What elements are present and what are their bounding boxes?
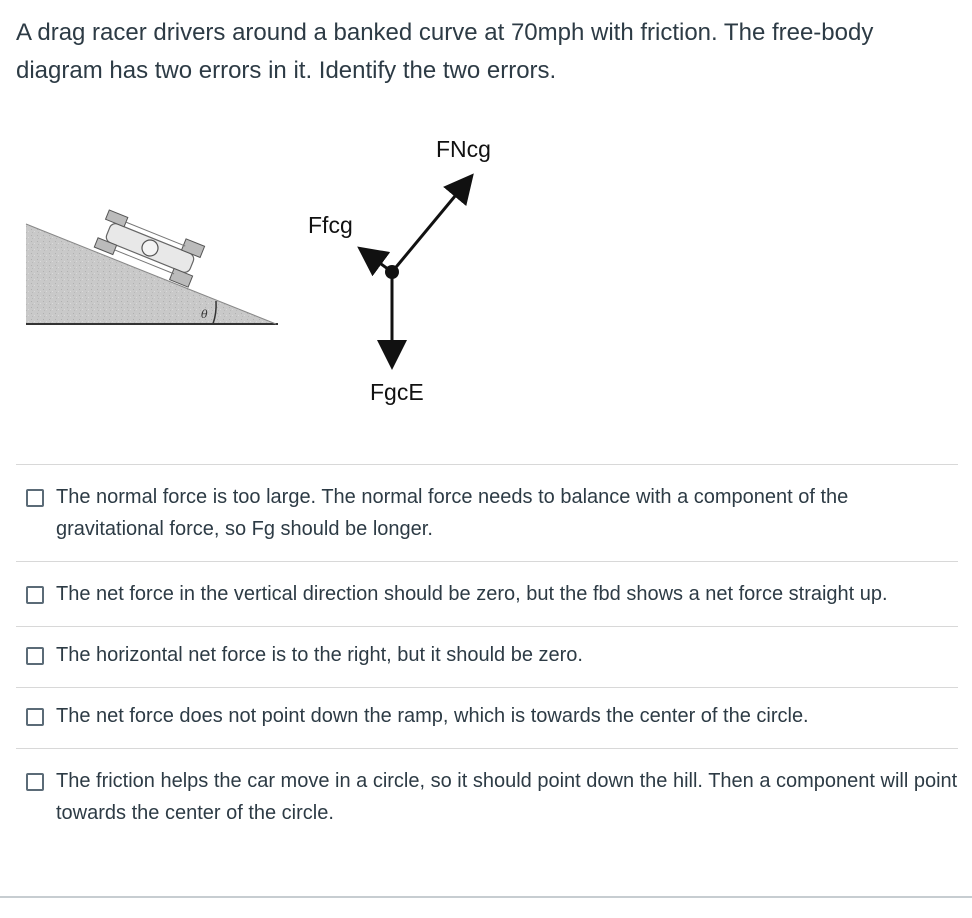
- object-point: [385, 265, 399, 279]
- question-text: A drag racer drivers around a banked curve at 70mph with friction. The free-body diagram has two errors in it. Identify the two errors.: [16, 19, 874, 84]
- checkbox[interactable]: [26, 489, 44, 507]
- bottom-divider: [0, 896, 972, 898]
- gravity-force-label: FgcE: [370, 379, 424, 405]
- free-body-figure: [0, 120, 560, 440]
- checkbox[interactable]: [26, 647, 44, 665]
- answer-text: The friction helps the car move in a circle, so it should point down the hill. Then a component will point towards the center of the circle.: [56, 770, 958, 824]
- answer-text: The net force in the vertical direction should be zero, but the fbd shows a net force straight up.: [56, 583, 888, 605]
- checkbox[interactable]: [26, 773, 44, 791]
- normal-force-label: FNcg: [436, 136, 491, 162]
- answer-option[interactable]: [16, 561, 958, 626]
- checkbox[interactable]: [26, 586, 44, 604]
- answer-option[interactable]: [16, 748, 958, 845]
- answer-text: The normal force is too large. The normal force needs to balance with a component of the gravitational force, so Fg should be longer.: [56, 486, 849, 540]
- checkbox[interactable]: [26, 708, 44, 726]
- answer-text: The net force does not point down the ramp, which is towards the center of the circle.: [56, 705, 809, 727]
- answer-option[interactable]: [16, 687, 958, 748]
- answer-option[interactable]: [16, 626, 958, 687]
- friction-force-label: Ffcg: [308, 212, 353, 238]
- answer-list: [16, 464, 958, 845]
- answer-text: The horizontal net force is to the right, but it should be zero.: [56, 644, 583, 666]
- figure-drawing: [0, 120, 560, 440]
- angle-symbol: θ: [201, 308, 208, 321]
- answer-option[interactable]: [16, 464, 958, 561]
- normal-force-arrow: [392, 178, 470, 272]
